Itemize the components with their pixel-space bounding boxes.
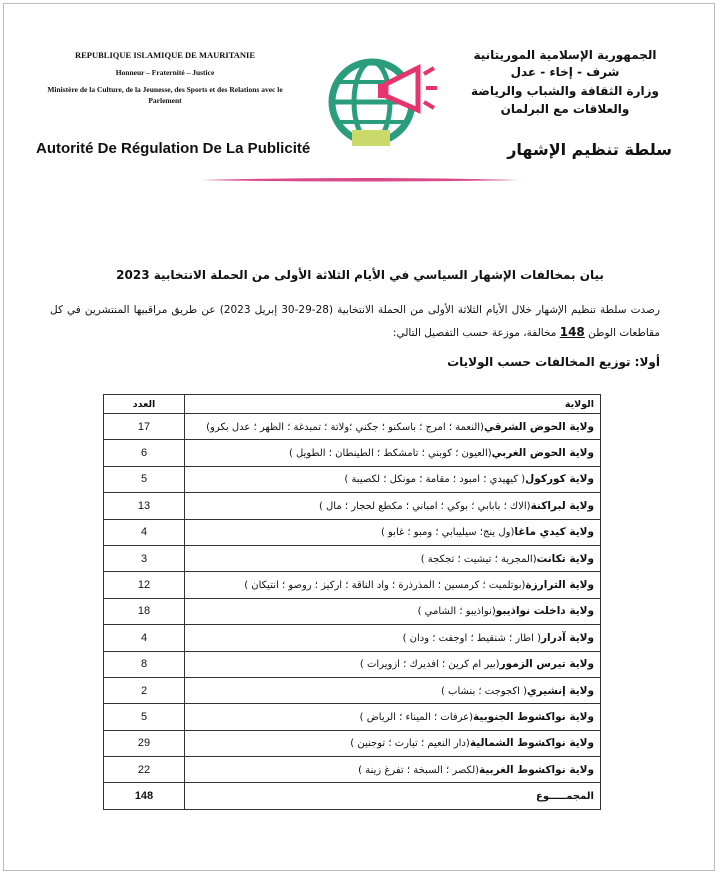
table-row <box>104 440 601 466</box>
wilaya-cell <box>185 572 601 598</box>
wilaya-districts: ( اكجوجت ؛ بنشاب ) <box>440 685 528 697</box>
violations-table <box>103 394 601 810</box>
authority-logo <box>322 50 440 150</box>
table-row <box>104 572 601 598</box>
wilaya-name: ولاية الحوض الغربي <box>491 447 594 460</box>
violation-count-cell: 4 <box>104 519 185 545</box>
letterhead-french <box>40 50 290 106</box>
table-row <box>104 730 601 756</box>
wilaya-name: ولاية نواكشوط الشمالية <box>469 737 594 750</box>
table-total-row <box>104 783 601 809</box>
wilaya-districts: (ول ينج؛ سيليبابي ؛ ومبو ؛ غابو ) <box>380 527 515 539</box>
wilaya-name: ولاية لبراكنة <box>530 499 594 512</box>
wilaya-name: ولاية تيرس الزمور <box>499 658 594 671</box>
wilaya-cell <box>185 545 601 571</box>
letterhead-arabic <box>450 48 680 118</box>
violation-count-cell: 29 <box>104 730 185 756</box>
authority-name-fr: Autorité De Régulation De La Publicité <box>36 140 311 157</box>
section-title: أولا: توزيع المخالفات حسب الولايات <box>447 355 660 369</box>
table-row <box>104 757 601 783</box>
wilaya-name: ولاية كيدي ماغا <box>514 526 594 539</box>
wilaya-districts: (بوتلميت ؛ كرمسين ؛ المذرذرة ؛ واد الناقة ؛ اركيز ؛ روصو ؛ انتيكان ) <box>244 580 526 592</box>
violation-count-cell: 22 <box>104 757 185 783</box>
motto-ar: شرف - إخاء - عدل <box>510 65 620 79</box>
violation-count-cell: 18 <box>104 598 185 624</box>
wilaya-name: ولاية آدرار <box>541 631 594 644</box>
wilaya-districts: (العيون ؛ كوبني ؛ تامشكط ؛ الطينطان ؛ الطويل ) <box>288 448 492 460</box>
wilaya-cell <box>185 493 601 519</box>
intro-text-end: مخالفة، موزعة حسب التفصيل التالي: <box>392 327 557 339</box>
ministry-ar: وزارة الثقافة والشباب والرياضة والعلاقات مع البرلمان <box>471 84 659 116</box>
wilaya-name: ولاية الحوض الشرقي <box>483 420 594 433</box>
intro-paragraph <box>50 299 660 344</box>
wilaya-cell <box>185 730 601 756</box>
country-name-fr: REPUBLIQUE ISLAMIQUE DE MAURITANIE <box>74 50 256 60</box>
total-violations-number: 148 <box>559 325 585 339</box>
wilaya-name: ولاية إنشيري <box>527 684 594 697</box>
table-row <box>104 704 601 730</box>
violation-count-cell: 4 <box>104 625 185 651</box>
country-name-ar: الجمهورية الإسلامية الموريتانية <box>473 48 657 62</box>
table-row <box>104 598 601 624</box>
violation-count-cell: 5 <box>104 704 185 730</box>
motto-fr: Honneur – Fraternité – Justice <box>115 68 215 77</box>
wilaya-districts: (نواذيبو ؛ الشامي ) <box>417 606 496 618</box>
column-header-wilaya: الولاية <box>185 395 601 414</box>
wilaya-name: ولاية نواكشوط الغربية <box>479 763 594 776</box>
table-header-row <box>104 395 601 414</box>
wilaya-districts: (دار النعيم ؛ تيارت ؛ توجنين ) <box>350 738 470 750</box>
total-label: المجمـــــوع <box>185 783 601 809</box>
wilaya-cell <box>185 598 601 624</box>
intro-text-start: رصدت سلطة تنظيم الإشهار خلال الأيام الثلاثة الأولى من الحملة الانتخابية (28-29-30 إبريل 2023) عن طريق مراقبيها المنتشرين في كل مقاطعات الوطن <box>50 304 660 339</box>
total-count: 148 <box>104 783 185 809</box>
table-row <box>104 519 601 545</box>
wilaya-districts: (لكصر ؛ السبخة ؛ تفرغ زينة ) <box>358 764 480 776</box>
wilaya-districts: (الاك ؛ بابابي ؛ بوكي ؛ امباني ؛ مكطع لحجار ؛ مال ) <box>318 500 531 512</box>
wilaya-name: ولاية نواكشوط الجنوبية <box>473 710 594 723</box>
wilaya-districts: ( كيهيدي ؛ امبود ؛ مقامة ؛ مونكل ؛ لكصيبة ) <box>344 474 526 486</box>
table-row <box>104 625 601 651</box>
table-row <box>104 414 601 440</box>
wilaya-name: ولاية تكانت <box>536 552 594 565</box>
table-row <box>104 466 601 492</box>
wilaya-districts: (المجرية ؛ تيشيت ؛ تجكجة ) <box>420 553 537 565</box>
wilaya-cell <box>185 466 601 492</box>
violation-count-cell: 8 <box>104 651 185 677</box>
wilaya-cell <box>185 414 601 440</box>
wilaya-cell <box>185 677 601 703</box>
violation-count-cell: 17 <box>104 414 185 440</box>
wilaya-name: ولاية كوركول <box>525 473 594 486</box>
violation-count-cell: 6 <box>104 440 185 466</box>
column-header-count: العدد <box>104 395 185 414</box>
ministry-fr: Ministère de la Culture, de la Jeunesse, des Sports et des Relations avec le Parlement <box>47 85 283 105</box>
authority-name-ar: سلطة تنظيم الإشهار <box>507 140 672 159</box>
wilaya-name: ولاية الترارزة <box>525 579 594 592</box>
table-row <box>104 493 601 519</box>
document-title: بيان بمخالفات الإشهار السياسي في الأيام الثلاثة الأولى من الحملة الانتخابية 2023 <box>116 268 604 282</box>
violation-count-cell: 2 <box>104 677 185 703</box>
violation-count-cell: 12 <box>104 572 185 598</box>
table-row <box>104 545 601 571</box>
violation-count-cell: 5 <box>104 466 185 492</box>
wilaya-districts: (النعمة ؛ امرج ؛ باسكنو ؛ جكني ؛ولاتة ؛ تمبدغة ؛ الظهر ؛ عدل بكرو) <box>206 421 484 433</box>
wilaya-cell <box>185 519 601 545</box>
wilaya-cell <box>185 757 601 783</box>
wilaya-cell <box>185 625 601 651</box>
wilaya-districts: (عرفات ؛ الميناء ؛ الرياض ) <box>359 711 474 723</box>
violation-count-cell: 3 <box>104 545 185 571</box>
wilaya-cell <box>185 651 601 677</box>
wilaya-name: ولاية داخلت نواذيبو <box>495 605 594 618</box>
table-row <box>104 651 601 677</box>
wilaya-districts: (بير ام كرين ؛ افديرك ؛ ازويرات ) <box>359 659 500 671</box>
wilaya-districts: ( اطار ؛ شنقيط ؛ اوجفت ؛ ودان ) <box>402 632 541 644</box>
wilaya-cell <box>185 440 601 466</box>
header-divider <box>200 177 520 183</box>
wilaya-cell <box>185 704 601 730</box>
table-row <box>104 677 601 703</box>
violation-count-cell: 13 <box>104 493 185 519</box>
